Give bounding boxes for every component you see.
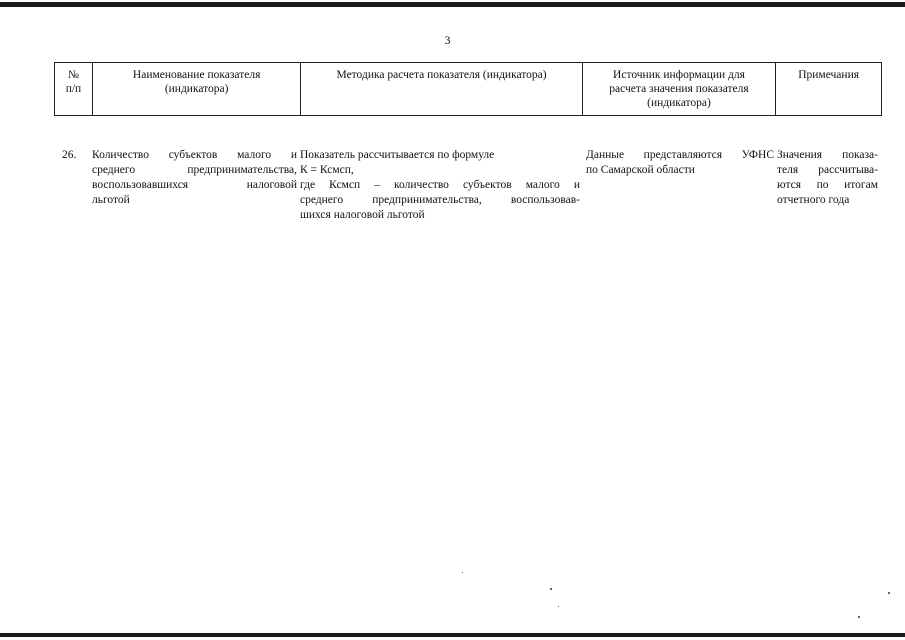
word: малого xyxy=(237,149,272,161)
header-number-line: № xyxy=(67,69,79,81)
method-formula: К = Ксмсп, xyxy=(300,164,354,176)
word: предпринимательства, xyxy=(187,164,297,176)
header-number-line: п/п xyxy=(65,83,82,95)
top-border-rule xyxy=(0,2,905,7)
header-notes-line: Примечания xyxy=(798,69,860,81)
note-line xyxy=(777,193,878,208)
word: Ксмсп xyxy=(329,179,361,191)
word: малого xyxy=(525,179,560,191)
method-line xyxy=(300,178,580,193)
header-source-line: (индикатора) xyxy=(647,97,711,109)
bottom-border-rule xyxy=(0,633,905,637)
scan-speck xyxy=(888,592,890,594)
header-name-column xyxy=(93,63,302,115)
source-line xyxy=(586,163,774,178)
word: Значения xyxy=(777,149,823,161)
word: Количество xyxy=(92,149,149,161)
word: субъектов xyxy=(168,149,218,161)
information-source-cell xyxy=(586,148,774,178)
word: и xyxy=(573,179,580,191)
row-number: 26. xyxy=(62,149,77,161)
word: показа- xyxy=(842,149,878,161)
scan-speck xyxy=(558,606,559,607)
source-line xyxy=(586,148,774,163)
word: представляются xyxy=(643,149,723,161)
indicator-name-line xyxy=(92,148,297,163)
word: отчетного года xyxy=(777,194,850,206)
header-source-line: Источник информации для xyxy=(613,69,745,81)
word: итогам xyxy=(844,179,878,191)
scan-speck xyxy=(858,616,860,618)
indicator-name-line xyxy=(92,193,297,208)
word: воспользовав- xyxy=(510,194,580,206)
header-source-column xyxy=(583,63,777,115)
word: – xyxy=(374,179,380,191)
word: по Самарской области xyxy=(586,164,695,176)
word: теля xyxy=(777,164,799,176)
word: среднего xyxy=(92,164,136,176)
header-notes-column xyxy=(776,63,881,115)
word: где xyxy=(300,179,316,191)
word: среднего xyxy=(300,194,344,206)
notes-cell xyxy=(777,148,878,208)
header-source-line: расчета значения показателя xyxy=(609,83,749,95)
note-line xyxy=(777,163,878,178)
word: ются xyxy=(777,179,801,191)
method-line: Показатель рассчитывается по формуле xyxy=(300,149,495,161)
method-line: шихся налоговой льготой xyxy=(300,209,425,221)
word: по xyxy=(816,179,829,191)
method-line xyxy=(300,193,580,208)
table-header xyxy=(54,62,882,116)
header-method-line: Методика расчета показателя (индикатора) xyxy=(336,69,547,81)
word: налоговой xyxy=(246,179,297,191)
scan-speck xyxy=(462,572,463,573)
word: рассчитыва- xyxy=(818,164,878,176)
word: воспользовавшихся xyxy=(92,179,189,191)
scan-speck xyxy=(550,588,552,590)
indicator-name-cell xyxy=(92,148,297,208)
header-name-line: Наименование показателя xyxy=(132,69,261,81)
word: льготой xyxy=(92,194,130,206)
calculation-method-cell xyxy=(300,148,580,223)
indicator-name-line xyxy=(92,178,297,193)
word: и xyxy=(290,149,297,161)
note-line xyxy=(777,148,878,163)
word: Данные xyxy=(586,149,625,161)
header-name-line: (индикатора) xyxy=(164,83,229,95)
word: УФНС xyxy=(741,149,774,161)
word: количество xyxy=(394,179,449,191)
word: предпринимательства, xyxy=(372,194,482,206)
word: субъектов xyxy=(462,179,512,191)
header-number-column xyxy=(55,63,93,115)
indicator-name-line xyxy=(92,163,297,178)
page-number: 3 xyxy=(444,33,451,47)
header-method-column xyxy=(301,63,582,115)
note-line xyxy=(777,178,878,193)
